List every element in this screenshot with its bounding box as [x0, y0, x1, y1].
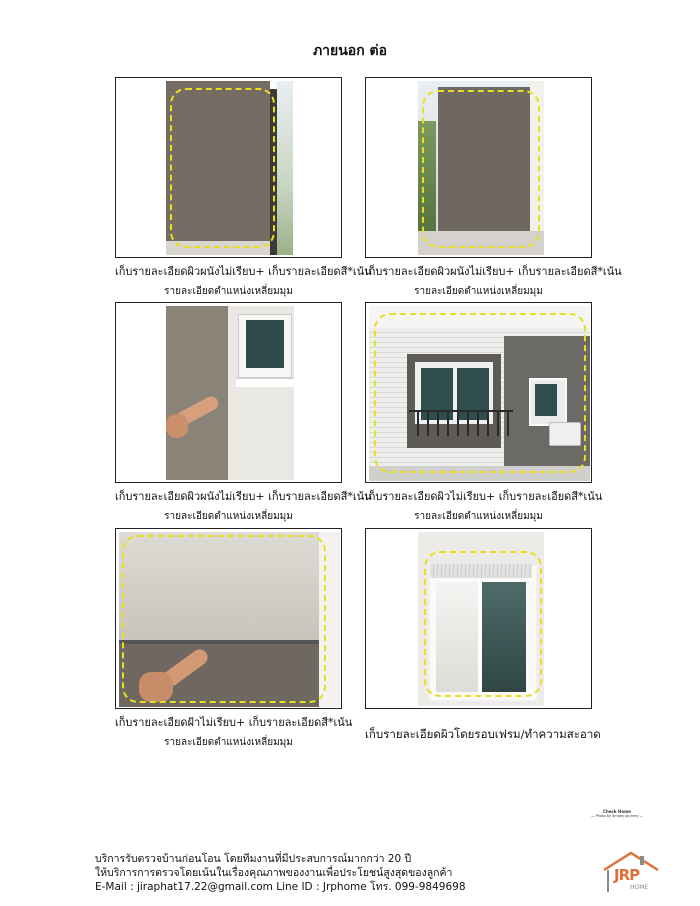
watermark-line2: — Photo by Smoey Journey — — [590, 814, 644, 818]
logo-text: JRP — [614, 866, 640, 884]
photo-wall-window — [166, 306, 294, 480]
footer-contact — [95, 852, 466, 894]
caption-2-line2: รายละเอียดตำแหน่งเหลี่ยมมุม — [414, 286, 543, 297]
caption-5-line1: เก็บรายละเอียดฝ้าไม่เรียบ+ เก็บรายละเอียดสี*เน้น — [115, 716, 353, 729]
caption-5-line2: รายละเอียดตำแหน่งเหลี่ยมมุม — [164, 737, 293, 748]
highlight-area-5 — [122, 535, 326, 703]
caption-2-line1: เก็บรายละเอียดผิวผนังไม่เรียบ+ เก็บรายละเอียดสี*เน้น — [365, 265, 622, 278]
caption-4-line1: เก็บรายละเอียดผิวไม่เรียบ+ เก็บรายละเอียดสี*เน้น — [365, 490, 603, 503]
photo-frame-1 — [115, 77, 342, 258]
highlight-area-6 — [424, 551, 542, 697]
caption-1-line1: เก็บรายละเอียดผิวผนังไม่เรียบ+ เก็บรายละเอียดสี*เน้น — [115, 265, 372, 278]
photo-frame-6 — [365, 528, 592, 709]
highlight-area-4 — [374, 313, 586, 473]
logo-subtext: HOME — [630, 884, 649, 891]
footer-line3: E-Mail : jiraphat17.22@gmail.com Line ID : Jrphome โทร. 099-9849698 — [95, 881, 466, 893]
photo-frame-5 — [115, 528, 342, 709]
highlight-area-1 — [170, 88, 275, 248]
highlight-area-2 — [422, 90, 540, 248]
photo-frame-3 — [115, 302, 342, 483]
watermark-line1: Check Home — [603, 809, 631, 814]
caption-4-line2: รายละเอียดตำแหน่งเหลี่ยมมุม — [414, 511, 543, 522]
footer-line1: บริการรับตรวจบ้านก่อนโอน โดยทีมงานที่มีประสบการณ์มากกว่า 20 ปี — [95, 853, 412, 865]
caption-6: เก็บรายละเอียดผิวโดยรอบเฟรม/ทำความสะอาด — [365, 727, 601, 741]
photo-watermark — [586, 810, 648, 818]
caption-1-line2: รายละเอียดตำแหน่งเหลี่ยมมุม — [164, 286, 293, 297]
caption-3-line2: รายละเอียดตำแหน่งเหลี่ยมมุม — [164, 511, 293, 522]
photo-frame-2 — [365, 77, 592, 258]
jrp-home-logo — [600, 850, 662, 895]
photo-frame-4 — [365, 302, 592, 483]
footer-line2: ให้บริการการตรวจโดยเน้นในเรื่องคุณภาพของงานเพื่อประโยชน์สูงสุดของลูกค้า — [95, 867, 453, 879]
page-title: ภายนอก ต่อ — [312, 43, 388, 59]
caption-3-line1: เก็บรายละเอียดผิวผนังไม่เรียบ+ เก็บรายละเอียดสี*เน้น — [115, 490, 372, 503]
